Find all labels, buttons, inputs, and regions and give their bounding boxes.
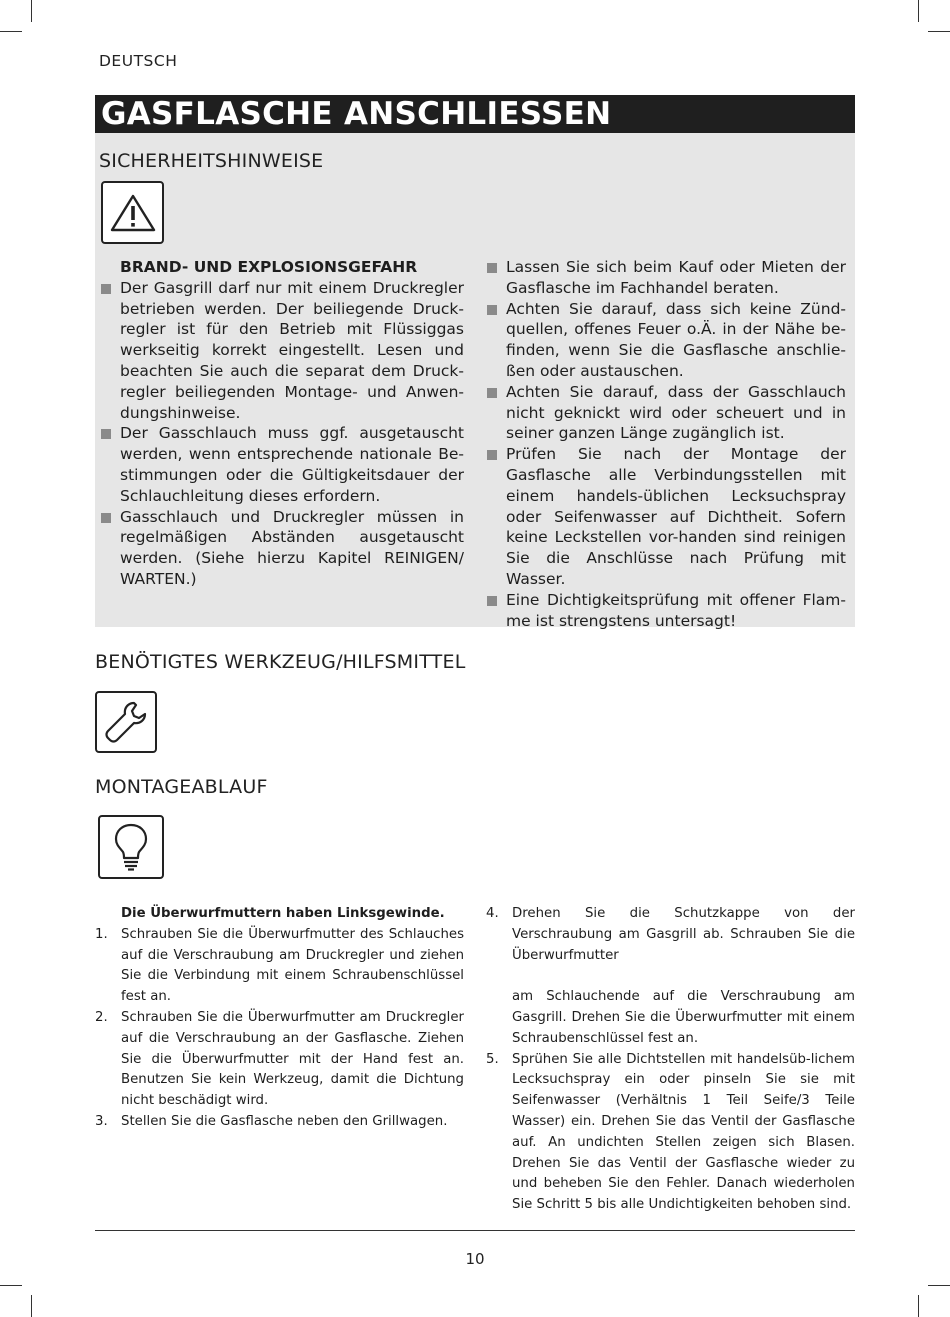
safety-heading: SICHERHEITSHINWEISE [99,150,324,172]
crop-mark [928,1285,950,1286]
lightbulb-icon [111,822,151,872]
step-item [486,904,855,1050]
thread-note: Die Überwurfmuttern haben Linksgewinde. [121,906,445,921]
assembly-right-column [486,904,855,1216]
step-item [95,1112,464,1133]
step-text: Drehen Sie die Schutzkappe von der Verschraubung am Gasgrill ab. Schrauben Sie die Überwurfmutter [512,906,855,963]
list-item: Der Gasschlauch muss ggf. ausgetauscht werden, wenn entsprechende nationale Be-stimmungen oder die Gültigkeitsdauer der Schlauchleitung dieses erfordern. [99,423,464,506]
crop-mark [918,0,919,22]
list-item: Achten Sie darauf, dass der Gasschlauch nicht geknickt wird oder scheuert und in seiner ganzen Länge zugänglich ist. [485,382,846,444]
list-item: Gasschlauch und Druckregler müssen in regelmäßigen Abständen ausgetauscht werden. (Siehe hierzu Kapitel REINIGEN/ WARTEN.) [99,507,464,590]
step-text: Stellen Sie die Gasflasche neben den Grillwagen. [121,1113,448,1129]
spacer [512,966,855,987]
list-item: Lassen Sie sich beim Kauf oder Mieten der Gasflasche im Fachhandel beraten. [485,257,846,299]
crop-mark [0,1285,22,1286]
step-text: am Schlauchende auf die Verschraubung am Gasgrill. Drehen Sie die Überwurfmutter mit einem Schraubenschlüssel fest an. [512,989,855,1046]
step-item [486,1050,855,1216]
page-title: GASFLASCHE ANSCHLIESSEN [95,95,855,133]
crop-mark [31,0,32,22]
safety-right-column [485,257,846,631]
step-number: 1. [95,926,108,942]
step-number: 3. [95,1113,108,1129]
crop-mark [31,1295,32,1317]
step-number: 4. [486,906,499,921]
page-number: 10 [465,1250,485,1268]
wrench-icon [103,699,149,745]
language-label: DEUTSCH [99,52,178,70]
list-item: Eine Dichtigkeitsprüfung mit offener Flam-me ist strengstens untersagt! [485,590,846,632]
assembly-left-column [95,904,464,1133]
crop-mark [918,1295,919,1317]
warning-triangle-icon [109,193,157,233]
footer-divider [95,1230,855,1231]
step-text: Schrauben Sie die Überwurfmutter am Druckregler auf die Verschraubung an der Gasflasche. Ziehen Sie die Überwurfmutter mit der Hand fest an. Benutzen Sie kein Werkzeug, damit die Dichtung nicht beschädigt wird. [121,1009,464,1109]
safety-left-column [99,257,464,590]
step-item [95,1008,464,1112]
step-number: 2. [95,1009,108,1025]
assembly-heading: MONTAGEABLAUF [95,776,268,798]
step-text: Schrauben Sie die Überwurfmutter des Schlauches auf die Verschraubung am Druckregler und ziehen Sie die Verbindung mit einem Schraubenschlüssel fest an. [121,926,464,1005]
hazard-heading: BRAND- UND EXPLOSIONSGEFAHR [120,258,418,276]
step-number: 5. [486,1051,499,1067]
list-item: Prüfen Sie nach der Montage der Gasflasche alle Verbindungsstellen mit einem handels-üblichen Lecksuchspray oder Seifenwasser auf Dichtheit. Sofern keine Leckstellen vor-handen sind reinigen Sie die Anschlüsse nach Prüfung mit Wasser. [485,444,846,590]
tools-icon-box [95,691,157,753]
list-item: Der Gasgrill darf nur mit einem Druckregler betrieben werden. Der beiliegende Druck-regler ist für den Betrieb mit Flüssiggas werkseitig korrekt eingestellt. Lesen und beachten Sie auch die separat dem Druck-regler beiliegenden Montage- und Anwen-dungshinweise. [99,278,464,424]
crop-mark [0,31,22,32]
tools-heading: BENÖTIGTES WERKZEUG/HILFSMITTEL [95,651,466,673]
step-item [95,925,464,1008]
step-text: Sprühen Sie alle Dichtstellen mit handelsüb-lichem Lecksuchspray ein oder pinseln Sie sie mit Seifenwasser (Verhältnis 1 Teil Seife/3 Teile Wasser) ein. Drehen Sie das Ventil der Gasflasche auf. An undichten Stellen zeigen sich Blasen. Drehen Sie das Ventil der Gasflasche wieder zu und beheben Sie den Fehler. Danach wiederholen Sie Schritt 5 bis alle Undichtigkeiten behoben sind. [512,1051,855,1213]
list-item: Achten Sie darauf, dass sich keine Zünd-quellen, offenes Feuer o.Ä. in der Nähe be-finden, wenn Sie die Gasflasche anschlie-ßen oder austauschen. [485,299,846,382]
warning-icon-box [101,181,164,244]
crop-mark [928,31,950,32]
assembly-icon-box [98,815,164,879]
